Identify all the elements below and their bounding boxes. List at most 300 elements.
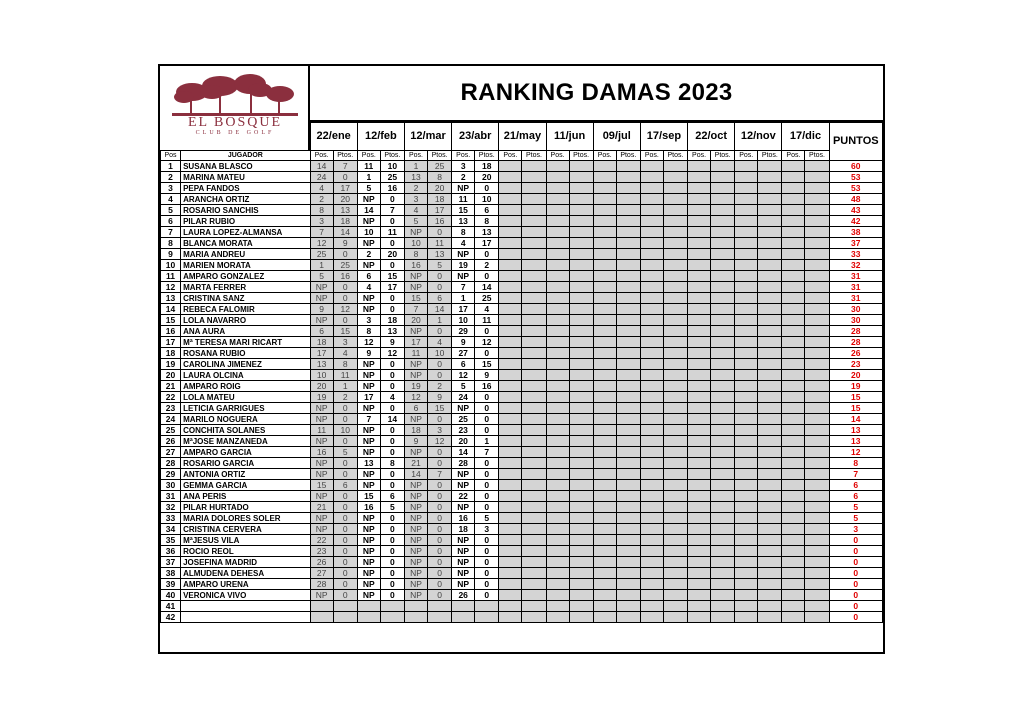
rank-position: 15 <box>161 315 181 326</box>
empty-cell <box>663 238 687 249</box>
empty-cell <box>640 447 663 458</box>
empty-cell <box>616 359 640 370</box>
round-points: 10 <box>333 425 357 436</box>
round-position: NP <box>452 469 475 480</box>
round-position: 13 <box>452 216 475 227</box>
empty-cell <box>616 590 640 601</box>
empty-cell <box>640 304 663 315</box>
empty-cell <box>499 403 522 414</box>
round-points: 17 <box>428 205 452 216</box>
rank-position: 8 <box>161 238 181 249</box>
empty-cell <box>758 568 782 579</box>
round-position: NP <box>404 447 427 458</box>
empty-cell <box>569 524 593 535</box>
round-points: 0 <box>380 436 404 447</box>
empty-cell <box>616 513 640 524</box>
round-date: 22/ene <box>310 123 357 151</box>
total-points: 15 <box>829 392 882 403</box>
empty-cell <box>805 447 829 458</box>
round-position: NP <box>404 271 427 282</box>
table-row <box>161 205 883 216</box>
empty-cell <box>640 359 663 370</box>
round-points: 0 <box>333 557 357 568</box>
empty-cell <box>782 590 805 601</box>
empty-cell <box>616 414 640 425</box>
round-position: 16 <box>310 447 333 458</box>
empty-cell <box>735 579 758 590</box>
empty-cell <box>805 425 829 436</box>
empty-cell <box>663 271 687 282</box>
round-pos-header: Pos. <box>688 151 711 161</box>
empty-cell <box>758 194 782 205</box>
table-row <box>161 469 883 480</box>
empty-cell <box>310 612 333 623</box>
empty-cell <box>735 271 758 282</box>
round-points: 0 <box>475 392 499 403</box>
empty-cell <box>688 293 711 304</box>
round-points: 0 <box>333 535 357 546</box>
empty-cell <box>640 579 663 590</box>
table-row <box>161 293 883 304</box>
round-points: 0 <box>428 370 452 381</box>
empty-cell <box>805 392 829 403</box>
total-points: 0 <box>829 557 882 568</box>
round-position: 25 <box>310 249 333 260</box>
round-points: 0 <box>333 315 357 326</box>
empty-cell <box>805 348 829 359</box>
rank-position: 11 <box>161 271 181 282</box>
empty-cell <box>452 612 475 623</box>
empty-cell <box>616 458 640 469</box>
round-pos-header: Pos. <box>452 151 475 161</box>
empty-cell <box>569 282 593 293</box>
round-position: 29 <box>452 326 475 337</box>
round-position: 15 <box>404 293 427 304</box>
empty-cell <box>546 359 569 370</box>
empty-cell <box>522 414 546 425</box>
empty-cell <box>569 392 593 403</box>
empty-cell <box>616 436 640 447</box>
empty-cell <box>546 326 569 337</box>
empty-cell <box>782 447 805 458</box>
empty-cell <box>663 216 687 227</box>
empty-cell <box>758 304 782 315</box>
empty-cell <box>569 326 593 337</box>
empty-cell <box>758 469 782 480</box>
round-points: 0 <box>428 282 452 293</box>
empty-cell <box>735 183 758 194</box>
sub-header-row <box>161 151 883 161</box>
empty-cell <box>546 381 569 392</box>
rank-position: 40 <box>161 590 181 601</box>
empty-cell <box>569 601 593 612</box>
total-points: 19 <box>829 381 882 392</box>
empty-cell <box>782 425 805 436</box>
total-points: 7 <box>829 469 882 480</box>
empty-cell <box>782 161 805 172</box>
empty-cell <box>616 370 640 381</box>
empty-cell <box>522 469 546 480</box>
round-position: 13 <box>404 172 427 183</box>
round-points: 0 <box>428 447 452 458</box>
round-position: NP <box>404 282 427 293</box>
player-name: PILAR HURTADO <box>181 502 311 513</box>
empty-cell <box>616 326 640 337</box>
empty-cell <box>593 403 616 414</box>
empty-cell <box>758 414 782 425</box>
empty-cell <box>805 436 829 447</box>
empty-cell <box>805 172 829 183</box>
round-position: 9 <box>404 436 427 447</box>
empty-cell <box>663 249 687 260</box>
empty-cell <box>640 194 663 205</box>
empty-cell <box>663 326 687 337</box>
empty-cell <box>616 392 640 403</box>
player-name: LOLA MATEU <box>181 392 311 403</box>
round-position: 20 <box>310 381 333 392</box>
empty-cell <box>546 205 569 216</box>
total-points: 23 <box>829 359 882 370</box>
rank-position: 23 <box>161 403 181 414</box>
empty-cell <box>569 568 593 579</box>
total-points: 12 <box>829 447 882 458</box>
empty-cell <box>663 304 687 315</box>
empty-cell <box>499 304 522 315</box>
round-position: 14 <box>310 161 333 172</box>
empty-cell <box>782 524 805 535</box>
round-points: 0 <box>475 403 499 414</box>
empty-cell <box>805 403 829 414</box>
empty-cell <box>499 469 522 480</box>
empty-cell <box>711 557 735 568</box>
empty-cell <box>569 304 593 315</box>
table-row <box>161 227 883 238</box>
empty-cell <box>475 601 499 612</box>
round-points: 0 <box>475 535 499 546</box>
empty-cell <box>711 282 735 293</box>
empty-cell <box>569 513 593 524</box>
rank-position: 7 <box>161 227 181 238</box>
empty-cell <box>546 282 569 293</box>
empty-cell <box>616 315 640 326</box>
empty-cell <box>616 568 640 579</box>
empty-cell <box>616 524 640 535</box>
round-position: 24 <box>452 392 475 403</box>
empty-cell <box>546 590 569 601</box>
empty-cell <box>735 425 758 436</box>
round-position: 17 <box>310 348 333 359</box>
empty-cell <box>711 249 735 260</box>
empty-cell <box>640 227 663 238</box>
empty-cell <box>593 183 616 194</box>
rank-position: 25 <box>161 425 181 436</box>
total-points: 31 <box>829 282 882 293</box>
total-points: 48 <box>829 194 882 205</box>
round-position: 6 <box>404 403 427 414</box>
round-points: 0 <box>475 425 499 436</box>
empty-cell <box>546 183 569 194</box>
empty-cell <box>805 513 829 524</box>
round-position: 12 <box>357 337 380 348</box>
empty-cell <box>616 293 640 304</box>
player-name: VERONICA VIVO <box>181 590 311 601</box>
round-position: 1 <box>357 172 380 183</box>
round-points: 0 <box>428 524 452 535</box>
empty-cell <box>711 359 735 370</box>
empty-cell <box>546 612 569 623</box>
rank-position: 35 <box>161 535 181 546</box>
empty-cell <box>499 546 522 557</box>
round-points: 10 <box>475 194 499 205</box>
round-points: 20 <box>333 194 357 205</box>
empty-cell <box>782 436 805 447</box>
empty-cell <box>616 447 640 458</box>
empty-cell <box>711 260 735 271</box>
empty-cell <box>499 612 522 623</box>
player-name: LETICIA GARRIGUES <box>181 403 311 414</box>
table-row <box>161 447 883 458</box>
empty-cell <box>522 337 546 348</box>
empty-cell <box>546 370 569 381</box>
round-position: NP <box>310 458 333 469</box>
empty-cell <box>522 326 546 337</box>
round-points: 0 <box>428 568 452 579</box>
empty-cell <box>546 260 569 271</box>
round-points: 0 <box>380 546 404 557</box>
round-points: 20 <box>380 249 404 260</box>
total-points: 15 <box>829 403 882 414</box>
empty-cell <box>735 337 758 348</box>
empty-cell <box>663 502 687 513</box>
empty-cell <box>735 480 758 491</box>
rank-position: 39 <box>161 579 181 590</box>
round-points: 9 <box>475 370 499 381</box>
table-row <box>161 612 883 623</box>
empty-cell <box>616 304 640 315</box>
round-position: NP <box>452 579 475 590</box>
pos-header: Pos <box>161 151 181 161</box>
empty-cell <box>805 491 829 502</box>
table-row <box>161 337 883 348</box>
empty-cell <box>522 590 546 601</box>
empty-cell <box>758 579 782 590</box>
empty-cell <box>640 271 663 282</box>
empty-cell <box>569 359 593 370</box>
empty-cell <box>640 337 663 348</box>
round-points: 6 <box>475 205 499 216</box>
round-position: 7 <box>452 282 475 293</box>
round-position: NP <box>357 557 380 568</box>
empty-cell <box>711 612 735 623</box>
player-name: AMPARO URENA <box>181 579 311 590</box>
round-position: NP <box>404 326 427 337</box>
empty-cell <box>688 469 711 480</box>
ranking-sheet <box>158 64 885 654</box>
round-points: 8 <box>475 216 499 227</box>
empty-cell <box>663 348 687 359</box>
empty-cell <box>688 194 711 205</box>
rank-position: 3 <box>161 183 181 194</box>
empty-cell <box>663 392 687 403</box>
empty-cell <box>805 238 829 249</box>
table-row <box>161 491 883 502</box>
round-position: 1 <box>452 293 475 304</box>
round-points: 0 <box>428 227 452 238</box>
empty-cell <box>805 227 829 238</box>
empty-cell <box>499 216 522 227</box>
round-points: 12 <box>475 337 499 348</box>
empty-cell <box>782 359 805 370</box>
empty-cell <box>569 315 593 326</box>
empty-cell <box>663 172 687 183</box>
round-position: NP <box>452 271 475 282</box>
empty-cell <box>616 469 640 480</box>
round-points: 2 <box>428 381 452 392</box>
empty-cell <box>428 601 452 612</box>
round-points: 0 <box>333 502 357 513</box>
round-position: NP <box>310 403 333 414</box>
empty-cell <box>805 590 829 601</box>
total-points: 42 <box>829 216 882 227</box>
round-points: 11 <box>333 370 357 381</box>
round-points: 5 <box>380 502 404 513</box>
empty-cell <box>782 480 805 491</box>
empty-cell <box>711 524 735 535</box>
empty-cell <box>569 337 593 348</box>
round-points: 3 <box>333 337 357 348</box>
empty-cell <box>735 447 758 458</box>
player-name: CONCHITA SOLANES <box>181 425 311 436</box>
empty-cell <box>593 260 616 271</box>
empty-cell <box>688 425 711 436</box>
round-position: 6 <box>310 326 333 337</box>
player-name <box>181 612 311 623</box>
round-position: 28 <box>310 579 333 590</box>
round-points: 17 <box>333 183 357 194</box>
empty-cell <box>640 381 663 392</box>
round-position: 14 <box>452 447 475 458</box>
empty-cell <box>688 216 711 227</box>
empty-cell <box>499 590 522 601</box>
round-points: 4 <box>380 392 404 403</box>
empty-cell <box>711 601 735 612</box>
empty-cell <box>593 513 616 524</box>
round-points: 16 <box>333 271 357 282</box>
empty-cell <box>616 403 640 414</box>
player-name: ROSARIO SANCHIS <box>181 205 311 216</box>
round-points: 4 <box>333 348 357 359</box>
empty-cell <box>546 172 569 183</box>
empty-cell <box>735 381 758 392</box>
round-date: 17/dic <box>782 123 829 151</box>
empty-cell <box>593 579 616 590</box>
empty-cell <box>499 524 522 535</box>
empty-cell <box>546 392 569 403</box>
empty-cell <box>782 568 805 579</box>
round-pos-header: Pos. <box>357 151 380 161</box>
rank-position: 33 <box>161 513 181 524</box>
empty-cell <box>758 546 782 557</box>
round-points: 6 <box>380 491 404 502</box>
empty-cell <box>688 370 711 381</box>
round-points: 11 <box>380 227 404 238</box>
empty-cell <box>616 227 640 238</box>
round-points: 13 <box>428 249 452 260</box>
rank-position: 6 <box>161 216 181 227</box>
round-position: 8 <box>452 227 475 238</box>
empty-cell <box>688 557 711 568</box>
round-position: NP <box>357 447 380 458</box>
round-points: 0 <box>428 513 452 524</box>
round-position: 1 <box>310 260 333 271</box>
empty-cell <box>522 535 546 546</box>
empty-cell <box>805 579 829 590</box>
round-position: NP <box>452 403 475 414</box>
round-points: 0 <box>333 249 357 260</box>
empty-cell <box>569 271 593 282</box>
rank-position: 20 <box>161 370 181 381</box>
empty-cell <box>569 502 593 513</box>
empty-cell <box>735 612 758 623</box>
empty-cell <box>758 491 782 502</box>
empty-cell <box>522 568 546 579</box>
round-points: 6 <box>428 293 452 304</box>
empty-cell <box>640 238 663 249</box>
rank-position: 2 <box>161 172 181 183</box>
empty-cell <box>711 381 735 392</box>
empty-cell <box>735 282 758 293</box>
player-name: AMPARO GONZALEZ <box>181 271 311 282</box>
empty-cell <box>711 535 735 546</box>
round-points: 0 <box>380 568 404 579</box>
empty-cell <box>522 392 546 403</box>
empty-cell <box>711 161 735 172</box>
round-points: 0 <box>333 282 357 293</box>
empty-cell <box>522 216 546 227</box>
table-row <box>161 590 883 601</box>
round-position: 3 <box>452 161 475 172</box>
round-points: 18 <box>380 315 404 326</box>
round-points: 0 <box>380 447 404 458</box>
total-points: 38 <box>829 227 882 238</box>
empty-cell <box>593 227 616 238</box>
table-row <box>161 425 883 436</box>
empty-cell <box>735 326 758 337</box>
round-position: 16 <box>357 502 380 513</box>
empty-cell <box>805 524 829 535</box>
empty-cell <box>758 293 782 304</box>
round-pos-header: Pos. <box>735 151 758 161</box>
player-name: GEMMA GARCIA <box>181 480 311 491</box>
empty-cell <box>569 535 593 546</box>
empty-cell <box>758 359 782 370</box>
total-points: 0 <box>829 612 882 623</box>
empty-cell <box>782 612 805 623</box>
empty-cell <box>805 458 829 469</box>
total-points: 0 <box>829 579 882 590</box>
empty-cell <box>688 271 711 282</box>
empty-cell <box>782 337 805 348</box>
table-row <box>161 502 883 513</box>
round-position: 18 <box>404 425 427 436</box>
round-points: 7 <box>475 447 499 458</box>
empty-cell <box>688 227 711 238</box>
empty-cell <box>593 194 616 205</box>
trees-logo-icon <box>162 70 308 120</box>
empty-cell <box>640 568 663 579</box>
round-points: 0 <box>380 425 404 436</box>
round-position: 10 <box>357 227 380 238</box>
